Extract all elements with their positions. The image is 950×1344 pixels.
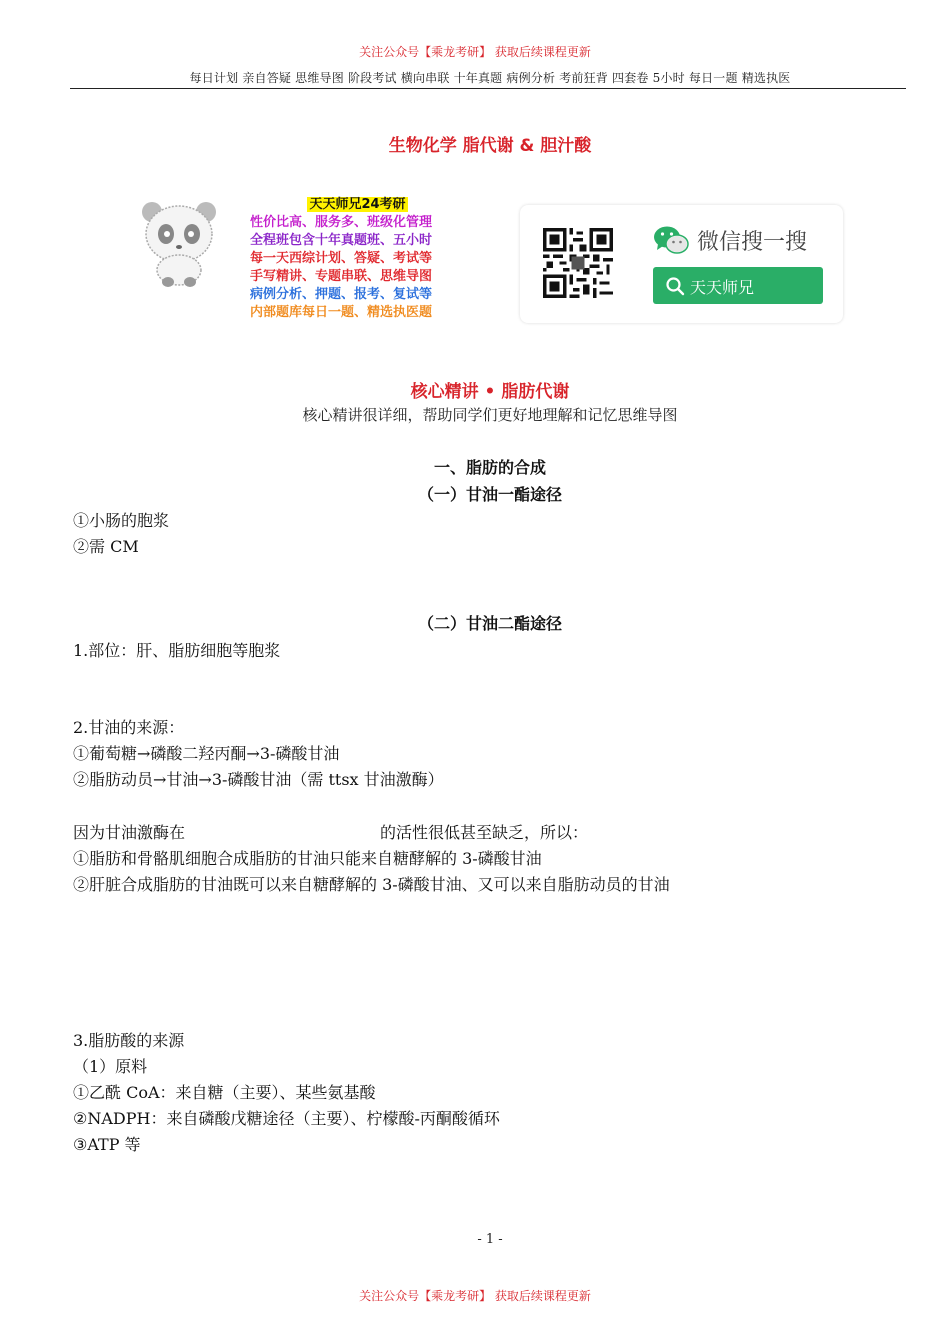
- wechat-logo-icon: [653, 225, 689, 255]
- qr-code-icon: [543, 228, 613, 298]
- text-line: 1.部位：肝、脂肪细胞等胞浆: [73, 641, 281, 660]
- wechat-search-text: 天天师兄: [690, 278, 755, 297]
- heading-diacylglycerol-pathway: （二）甘油二酯途径: [417, 614, 562, 633]
- document-title: 生物化学 脂代谢 & 胆汁酸: [388, 136, 592, 156]
- text-line: ②NADPH：来自磷酸戊糖途径（主要）、柠檬酸-丙酮酸循环: [73, 1109, 500, 1128]
- text-line-part: 因为甘油激酶在: [73, 823, 186, 842]
- section-title: 核心精讲 • 脂肪代谢: [410, 382, 570, 402]
- ad-text-block: [250, 196, 465, 322]
- text-line: （1）原料: [73, 1057, 148, 1076]
- text-line: 3.脂肪酸的来源: [73, 1031, 185, 1050]
- text-line-part: 的活性很低甚至缺乏，所以：: [380, 823, 589, 842]
- ad-line: 手写精讲、专题串联、思维导图: [250, 269, 433, 284]
- text-line: ①脂肪和骨骼肌细胞合成脂肪的甘油只能来自糖酵解的 3-磷酸甘油: [73, 849, 542, 868]
- text-line: ①乙酰 CoA：来自糖（主要）、某些氨基酸: [73, 1083, 376, 1102]
- wechat-search-box[interactable]: [653, 267, 823, 304]
- section-subtitle: 核心精讲很详细，帮助同学们更好地理解和记忆思维导图: [302, 406, 678, 424]
- text-line: ③ATP 等: [73, 1135, 141, 1154]
- ad-line: 性价比高、服务多、班级化管理: [250, 215, 433, 230]
- ad-line: 内部题库每日一题、精选执医题: [250, 305, 433, 320]
- wechat-search-label: 微信搜一搜: [697, 230, 808, 255]
- page-number: - 1 -: [477, 1232, 503, 1247]
- panda-mascot-icon: [134, 198, 224, 288]
- ad-line: 每一天西综计划、答疑、考试等: [250, 251, 433, 266]
- top-notice: 关注公众号【乘龙考研】 获取后续课程更新: [359, 45, 591, 59]
- bottom-notice: 关注公众号【乘龙考研】 获取后续课程更新: [359, 1289, 591, 1303]
- ad-line: 病例分析、押题、报考、复试等: [250, 287, 433, 302]
- text-line: ②脂肪动员→甘油→3-磷酸甘油（需 ttsx 甘油激酶）: [73, 770, 444, 789]
- text-line: ②肝脏合成脂肪的甘油既可以来自糖酵解的 3-磷酸甘油、又可以来自脂肪动员的甘油: [73, 875, 670, 894]
- header-divider: [70, 88, 906, 89]
- heading-monoacylglycerol-pathway: （一）甘油一酯途径: [417, 485, 562, 504]
- heading-fat-synthesis: 一、脂肪的合成: [433, 458, 546, 477]
- ad-title: 天天师兄24考研: [309, 197, 406, 212]
- search-icon: [665, 276, 685, 296]
- text-line: 2.甘油的来源：: [73, 718, 185, 737]
- text-line: ①小肠的胞浆: [73, 511, 170, 530]
- text-line: ②需 CM: [73, 537, 139, 556]
- feature-tags: 每日计划 亲自答疑 思维导图 阶段考试 横向串联 十年真题 病例分析 考前狂背 四套卷 5小时 每日一题 精选执医: [189, 71, 791, 85]
- text-line: ①葡萄糖→磷酸二羟丙酮→3-磷酸甘油: [73, 744, 340, 763]
- ad-line: 全程班包含十年真题班、五小时: [250, 233, 433, 248]
